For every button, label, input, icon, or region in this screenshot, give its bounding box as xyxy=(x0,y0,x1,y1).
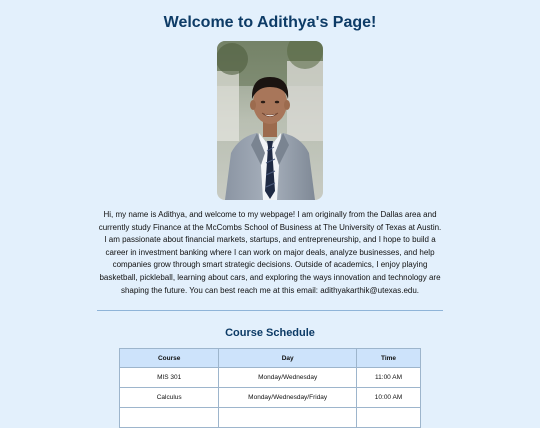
cell-time xyxy=(357,408,421,428)
page-title: Welcome to Adithya's Page! xyxy=(163,14,377,31)
cell-course xyxy=(120,408,219,428)
course-schedule-table xyxy=(119,348,421,428)
cell-day: Monday/Wednesday xyxy=(219,368,357,388)
cell-course: Calculus xyxy=(120,388,219,408)
header-course: Course xyxy=(120,349,219,368)
cell-course: MIS 301 xyxy=(120,368,219,388)
course-schedule-title: Course Schedule xyxy=(225,327,315,339)
header-time: Time xyxy=(357,349,421,368)
table-header-row xyxy=(120,349,421,368)
intro-paragraph: Hi, my name is Adithya, and welcome to my webpage! I am originally from the Dallas area and currently study Finance at the McCombs School of Business at The University of Texas at Austin. I am passionate about financial markets, startups, and entrepreneurship, and I hope to build a career in investment banking where I can work on major deals, analyze businesses, and help companies grow through smart strategic decisions. Outside of academics, I enjoy playing basketball, pickleball, learning about cars, and exploring the ways innovation and technology are shaping the future. You can best reach me at this email: adithyakarthik@utexas.edu. xyxy=(98,210,442,295)
portrait-photo xyxy=(217,41,323,200)
cell-time: 11:00 AM xyxy=(357,368,421,388)
cell-day: Monday/Wednesday/Friday xyxy=(219,388,357,408)
cell-time: 10:00 AM xyxy=(357,388,421,408)
header-day: Day xyxy=(219,349,357,368)
table-row xyxy=(120,368,421,388)
cell-day xyxy=(219,408,357,428)
section-divider xyxy=(97,310,443,311)
table-row xyxy=(120,408,421,428)
